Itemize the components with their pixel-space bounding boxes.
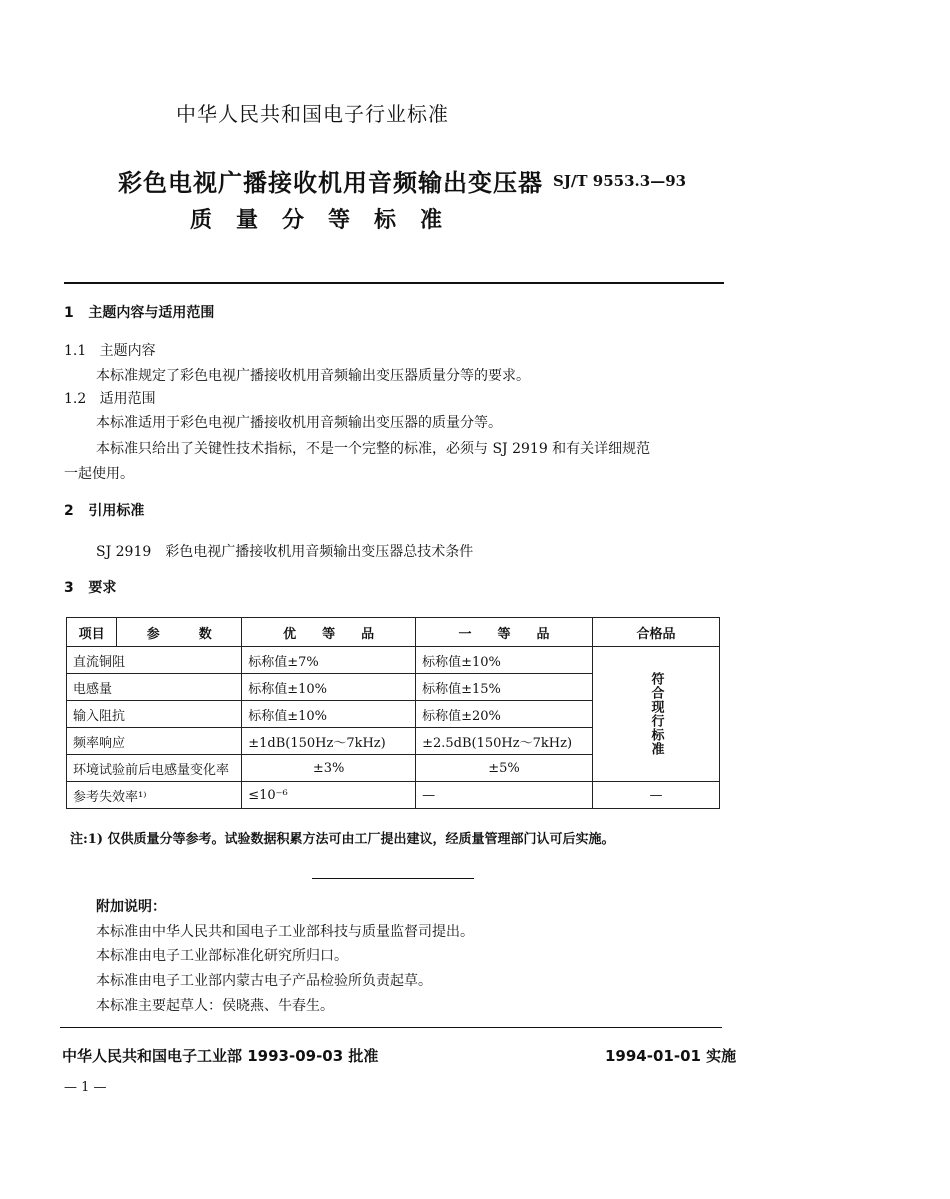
- header-qualified-grade: 合格品: [592, 618, 719, 647]
- section-1-title: 主题内容与适用范围: [88, 305, 215, 321]
- section-1-2-number: 1.2: [64, 391, 87, 407]
- section-1-2-heading: [64, 388, 156, 408]
- footer-divider: [60, 1027, 722, 1028]
- header-first-grade: 一 等 品: [416, 618, 593, 647]
- section-1-1-text: 本标准规定了彩色电视广播接收机用音频输出变压器质量分等的要求。: [96, 368, 530, 384]
- row-first-value: 标称值±20%: [416, 701, 593, 728]
- section-2-heading: [64, 500, 144, 520]
- section-1-2-text-3: 一起使用。: [64, 466, 134, 482]
- row-superior-value: 标称值±7%: [242, 647, 416, 674]
- implementation-date: 1994-01-01 实施: [605, 1047, 737, 1065]
- referenced-standard: SJ 2919 彩色电视广播接收机用音频输出变压器总技术条件: [96, 544, 474, 560]
- header-item: 项目: [67, 618, 117, 647]
- section-1-heading: [64, 302, 214, 322]
- approval-date: 中华人民共和国电子工业部 1993-09-03 批准: [62, 1047, 379, 1065]
- qualified-merged-text: 符合现行标准: [648, 672, 664, 756]
- header-parameter: 参 数: [117, 618, 242, 647]
- row-name: 频率响应: [67, 728, 242, 755]
- row-first-value: 标称值±15%: [416, 674, 593, 701]
- row-name: 环境试验前后电感量变化率: [67, 755, 242, 782]
- additional-note-line: 本标准由电子工业部内蒙古电子产品检验所负责起草。: [96, 973, 432, 989]
- section-2-title: 引用标准: [88, 503, 145, 519]
- note-divider: [312, 878, 474, 879]
- section-1-1-number: 1.1: [64, 343, 87, 359]
- row-qualified-value: —: [592, 782, 719, 809]
- qualified-merged-cell: [592, 647, 719, 782]
- row-superior-value: ±1dB(150Hz～7kHz): [242, 728, 416, 755]
- document-subtitle: 质量分等标准: [190, 208, 467, 233]
- row-first-value: 标称值±10%: [416, 647, 593, 674]
- section-3-number: 3: [64, 580, 74, 596]
- section-1-2-title: 适用范围: [99, 391, 156, 407]
- row-name: 参考失效率¹⁾: [67, 782, 242, 809]
- table-note: 注:1) 仅供质量分等参考。试验数据积累方法可由工厂提出建议，经质量管理部门认可后实施。: [70, 832, 615, 847]
- additional-notes-title: 附加说明：: [96, 899, 166, 915]
- additional-note-line: 本标准由电子工业部标准化研究所归口。: [96, 948, 348, 964]
- section-1-1-title: 主题内容: [99, 343, 156, 359]
- section-3-title: 要求: [88, 580, 117, 596]
- requirements-table: [66, 617, 720, 809]
- row-superior-value: 标称值±10%: [242, 701, 416, 728]
- row-first-value: —: [416, 782, 593, 809]
- document-title: 彩色电视广播接收机用音频输出变压器: [118, 169, 543, 197]
- row-superior-value: ≤10⁻⁶: [242, 782, 416, 809]
- table-row: [67, 647, 720, 674]
- section-2-number: 2: [64, 503, 74, 519]
- section-1-number: 1: [64, 305, 74, 321]
- issuing-body: 中华人民共和国电子行业标准: [176, 102, 449, 126]
- section-1-1-heading: [64, 340, 156, 360]
- page-number: — 1 —: [64, 1080, 107, 1095]
- row-first-value: ±5%: [416, 755, 593, 782]
- header-divider: [64, 282, 724, 284]
- standard-number: SJ/T 9553.3—93: [553, 172, 687, 190]
- header-superior-grade: 优 等 品: [242, 618, 416, 647]
- section-3-heading: [64, 577, 116, 597]
- row-superior-value: 标称值±10%: [242, 674, 416, 701]
- section-1-2-text-2: 本标准只给出了关键性技术指标，不是一个完整的标准，必须与 SJ 2919 和有关详细规范: [96, 441, 651, 457]
- table-row: [67, 782, 720, 809]
- additional-note-line: 本标准由中华人民共和国电子工业部科技与质量监督司提出。: [96, 924, 474, 940]
- row-name: 直流铜阻: [67, 647, 242, 674]
- section-1-2-text-1: 本标准适用于彩色电视广播接收机用音频输出变压器的质量分等。: [96, 415, 502, 431]
- table-header-row: [67, 618, 720, 647]
- row-superior-value: ±3%: [242, 755, 416, 782]
- row-first-value: ±2.5dB(150Hz～7kHz): [416, 728, 593, 755]
- additional-note-line: 本标准主要起草人：侯晓燕、牛春生。: [96, 998, 334, 1014]
- row-name: 输入阻抗: [67, 701, 242, 728]
- row-name: 电感量: [67, 674, 242, 701]
